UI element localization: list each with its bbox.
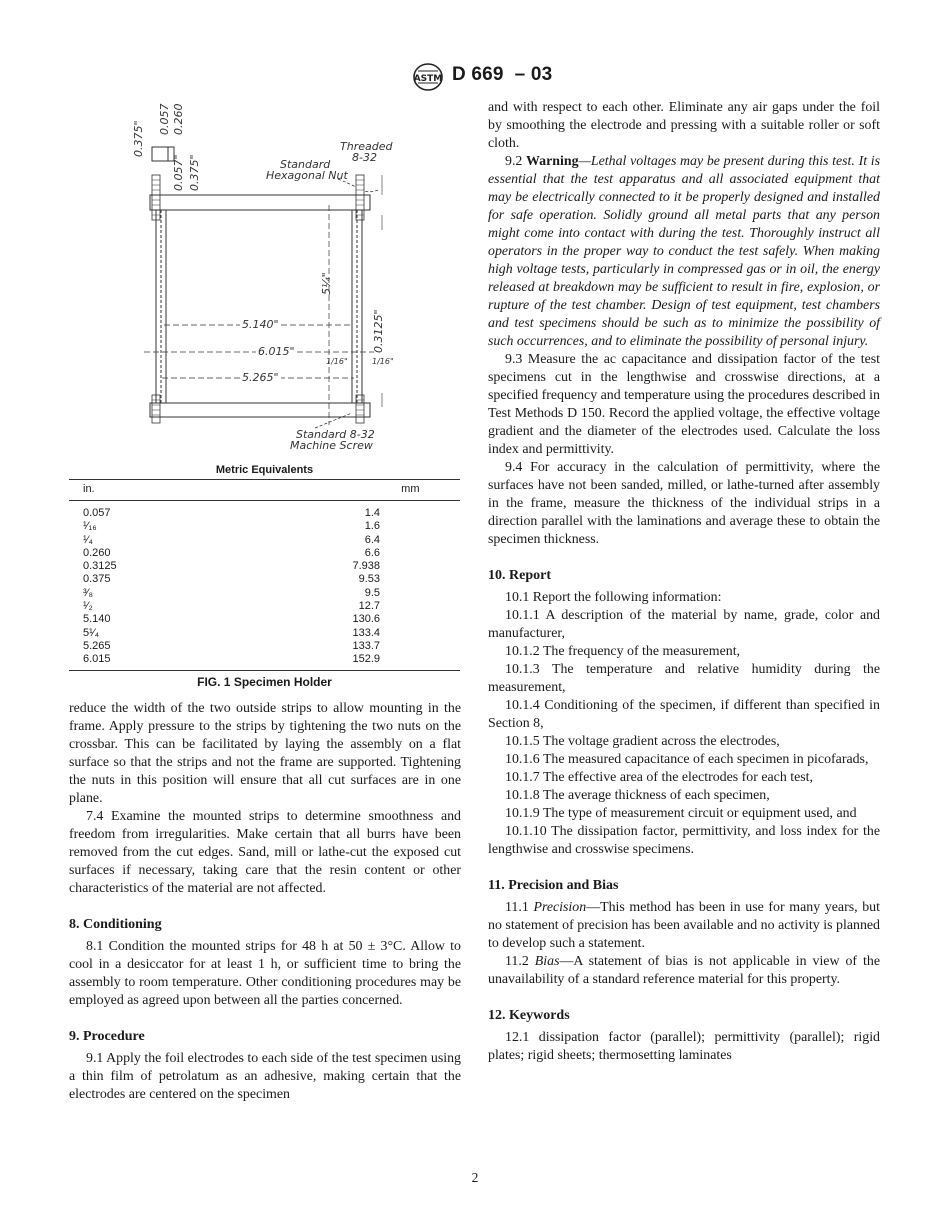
paragraph-11-2 <box>488 953 880 989</box>
dim-label: 0.375" <box>188 154 201 191</box>
paragraph-12-1: 12.1 dissipation factor (parallel); permittivity (parallel); rigid plates; rigid sheets; thermosetting laminates <box>488 1030 880 1063</box>
page-number: 2 <box>471 1170 479 1185</box>
paragraph-11-1 <box>488 899 880 953</box>
cell-in: 5.140 <box>83 613 111 626</box>
cell-in: ³⁄₈ <box>83 586 94 599</box>
cell-mm: 9.53 <box>358 573 380 586</box>
table-row <box>69 560 460 573</box>
paragraph-10-1-3: 10.1.3 The temperature and relative humidity during the measurement, <box>488 662 880 695</box>
paragraph-7-4: 7.4 Examine the mounted strips to determine smoothness and freedom from irregularities. Make certain that all burrs have been removed from the cut edges. Sand, mill or lathe-cut the exposed cut surfaces if necessary, taking care that the resin content or other characteristics of the material are not affected. <box>69 809 461 896</box>
warning-text: —Lethal voltages may be present during this test. It is essential that the test apparatus and all associated equipment that may be electrically connected to it be properly designed and installed for safe operation. Solidly ground all metal parts that any person might come into contact with during the test. Thoroughly instruct all operators in the proper way to conduct the test safely. When making high voltage tests, particularly in compressed gas or in oil, the energy released at breakdown may be sufficient to result in fire, explosion, or rupture of the test chamber. Design of test equipment, test chambers and test specimens should be such as to minimize the possibility of such occurrences, and to eliminate the possibility of personal injury. <box>488 154 880 349</box>
paragraph-10-1-4: 10.1.4 Conditioning of the specimen, if different than specified in Section 8, <box>488 698 880 731</box>
astm-logo-icon <box>410 62 446 92</box>
dim-label: 5.265" <box>242 371 279 384</box>
table-row <box>69 600 460 613</box>
figure-caption: FIG. 1 Specimen Holder <box>197 674 332 689</box>
metric-table-header <box>69 480 460 501</box>
dim-label: 5.140" <box>242 318 279 331</box>
cell-mm: 1.6 <box>364 520 380 533</box>
cell-in: 0.057 <box>83 507 111 519</box>
section-heading-8: 8. Conditioning <box>69 917 162 932</box>
doc-revision: – 03 <box>514 64 553 85</box>
precision-label: Precision <box>533 900 587 915</box>
paragraph-7-3-continued: reduce the width of the two outside strips to allow mounting in the frame. Apply pressure to the strips by tightening the two nuts on the crossbar. This can be facilitated by laying the assembly on a flat surface so that the strips and not the frame are supported. Tightening the nuts in this position will ensure that all cut surfaces are in one plane. <box>69 701 461 806</box>
table-row <box>69 520 460 533</box>
table-row <box>69 653 460 670</box>
dim-label: 1/16" <box>372 357 394 366</box>
cell-mm: 9.5 <box>364 586 380 599</box>
paragraph-10-1-9: 10.1.9 The type of measurement circuit or equipment used, and <box>505 806 857 821</box>
cell-in: 6.015 <box>69 653 123 670</box>
bias-label: Bias <box>534 954 560 969</box>
cell-in: 0.3125 <box>83 560 117 573</box>
table-row <box>69 587 460 600</box>
table-row <box>69 534 460 547</box>
threaded-size-label: 8-32 <box>352 151 377 164</box>
paragraph-10-1-7: 10.1.7 The effective area of the electrodes for each test, <box>505 770 814 785</box>
section-heading-9: 9. Procedure <box>69 1029 145 1044</box>
screw-label: Standard 8-32 <box>296 428 375 441</box>
table-row <box>69 640 460 653</box>
paragraph-9-1-continued: and with respect to each other. Eliminate any air gaps under the foil by smoothing the electrode and pressing with a suitable roller or soft cloth. <box>488 100 880 151</box>
left-column <box>69 700 461 1104</box>
cell-in: 5.265 <box>83 639 111 652</box>
dim-label: 1/16" <box>326 357 348 366</box>
table-row <box>69 573 460 586</box>
threaded-label: Threaded <box>340 140 393 153</box>
specimen-holder-drawing <box>120 95 410 455</box>
dim-label: 0.375" <box>132 120 145 157</box>
cell-in: 0.375 <box>83 573 111 586</box>
dim-label: 6.015" <box>258 345 295 358</box>
doc-id: D 669 <box>452 64 504 85</box>
paragraph-10-1-2: 10.1.2 The frequency of the measurement, <box>505 644 741 659</box>
hex-nut-label: Hexagonal Nut <box>266 169 348 182</box>
cell-mm: 130.6 <box>352 613 380 626</box>
cell-mm: 12.7 <box>358 600 380 613</box>
cell-in: ¹⁄₂ <box>83 600 93 613</box>
precision-text: —This method has been in use for many years, but no statement of precision has been available and no activity is planned to develop such a statement. <box>488 900 880 951</box>
section-heading-12: 12. Keywords <box>488 1008 570 1023</box>
right-column <box>488 99 880 1065</box>
paragraph-9-2 <box>488 153 880 351</box>
bias-text: —A statement of bias is not applicable in view of the unavailability of a standard reference material for this property. <box>488 954 880 987</box>
table-row <box>69 613 460 626</box>
paragraph-number: 11.2 <box>505 954 529 969</box>
paragraph-10-1-6: 10.1.6 The measured capacitance of each specimen in picofarads, <box>505 752 869 767</box>
cell-mm: 7.938 <box>352 560 380 573</box>
paragraph-9-4: 9.4 For accuracy in the calculation of permittivity, where the surfaces have not been sanded, milled, or lathe-turned after assembly in the frame, measure the thickness of the individual strips in a direction parallel with the laminations and average these to obtain the specimen thickness. <box>488 460 880 547</box>
hex-nut-label: Standard <box>280 158 331 171</box>
paragraph-number: 11.1 <box>505 900 529 915</box>
dim-label: 0.057 <box>158 103 171 135</box>
dim-label: 0.260 <box>172 103 185 135</box>
paragraph-9-1: 9.1 Apply the foil electrodes to each side of the test specimen using a thin film of petrolatum as an adhesive, making certain that the electrodes are centered on the specimen <box>69 1051 461 1102</box>
paragraph-8-1: 8.1 Condition the mounted strips for 48 h at 50 ± 3°C. Allow to cool in a desiccator for at least 1 h, or sufficient time to bring the assembly to room temperature. Other conditioning procedures may be employed as agreed upon between all the parties concerned. <box>69 939 461 1008</box>
document-designation <box>452 64 552 86</box>
dim-label: 0.3125" <box>372 309 385 353</box>
paragraph-10-1-8: 10.1.8 The average thickness of each specimen, <box>505 788 770 803</box>
paragraph-10-1: 10.1 Report the following information: <box>505 590 722 605</box>
paragraph-10-1-10: 10.1.10 The dissipation factor, permittivity, and loss index for the lengthwise and crosswise specimens. <box>488 824 880 857</box>
metric-table <box>69 479 460 671</box>
cell-mm: 6.6 <box>364 546 380 559</box>
dim-label: 5¼" <box>320 272 333 295</box>
table-row <box>69 501 460 521</box>
table-row <box>69 547 460 560</box>
cell-mm: 133.7 <box>352 639 380 652</box>
paragraph-10-1-5: 10.1.5 The voltage gradient across the electrodes, <box>505 734 780 749</box>
cell-in: ¹⁄₄ <box>83 533 93 546</box>
cell-in: ¹⁄₁₆ <box>83 520 97 533</box>
cell-mm: 133.4 <box>352 626 380 639</box>
col-header-in: in. <box>69 480 123 501</box>
svg-text:ASTM: ASTM <box>413 74 443 84</box>
cell-in: 5¹⁄₄ <box>83 626 100 639</box>
cell-mm: 6.4 <box>364 533 380 546</box>
paragraph-9-3: 9.3 Measure the ac capacitance and dissipation factor of the test specimens cut in the lengthwise and crosswise directions, at a specified frequency and temperature using the procedures described in Test Methods D 150. Record the applied voltage, the effective voltage gradient and the diameter of the electrodes used. Calculate the loss index and permittivity. <box>488 352 880 457</box>
metric-table-title: Metric Equivalents <box>215 464 314 476</box>
screw-label: Machine Screw <box>290 439 373 452</box>
cell-in: 0.260 <box>83 546 111 559</box>
section-heading-11: 11. Precision and Bias <box>488 878 619 893</box>
table-row <box>69 627 460 640</box>
page-header <box>0 62 950 92</box>
col-header-mm: mm <box>123 480 460 501</box>
paragraph-number: 9.2 <box>505 154 523 169</box>
paragraph-10-1-1: 10.1.1 A description of the material by name, grade, color and manufacturer, <box>488 608 880 641</box>
section-heading-10: 10. Report <box>488 568 551 583</box>
warning-label: Warning <box>526 154 579 169</box>
cell-mm: 1.4 <box>364 507 380 519</box>
cell-mm: 152.9 <box>123 653 460 670</box>
dim-label: 0.057" <box>172 154 185 191</box>
metric-equivalents <box>69 463 460 689</box>
